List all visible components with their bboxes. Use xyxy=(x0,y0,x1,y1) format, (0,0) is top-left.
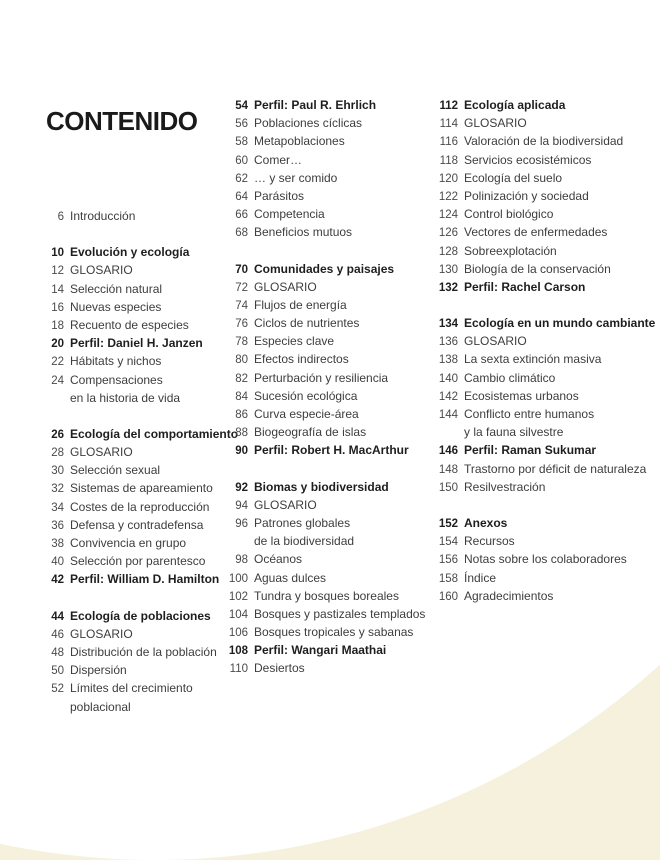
entry-title: Valoración de la biodiversidad xyxy=(464,134,624,149)
page-number: 124 xyxy=(438,209,458,222)
toc-entry xyxy=(214,187,434,205)
page-number: 138 xyxy=(438,354,458,367)
toc-entry xyxy=(30,371,220,389)
toc-entry xyxy=(214,169,434,187)
page-number: 6 xyxy=(57,211,64,223)
page-number: 50 xyxy=(51,665,64,678)
page-number: 42 xyxy=(51,574,64,587)
toc-entry xyxy=(214,132,434,150)
entry-title: Poblaciones cíclicas xyxy=(254,116,363,131)
entry-title: Perfil: Rachel Carson xyxy=(464,279,586,294)
entry-title: Flujos de energía xyxy=(254,297,347,312)
toc-entry xyxy=(30,443,220,461)
page-number: 56 xyxy=(235,118,248,131)
page-number: 12 xyxy=(51,265,64,278)
entry-title: Metapoblaciones xyxy=(254,134,345,149)
page-number: 104 xyxy=(228,608,248,621)
page-number: 76 xyxy=(235,318,248,331)
toc-section-heading xyxy=(214,260,434,278)
page-number: 88 xyxy=(235,427,248,440)
toc-entry xyxy=(214,205,434,223)
entry-title: Selección por parentesco xyxy=(70,554,206,569)
toc-section-heading xyxy=(424,96,654,114)
page-number: 150 xyxy=(438,481,458,494)
toc-entry xyxy=(30,534,220,552)
toc-entry xyxy=(214,587,434,605)
page-number: 110 xyxy=(229,663,248,676)
toc-entry xyxy=(30,661,220,679)
entry-title: Compensaciones xyxy=(70,372,163,387)
page-number: 136 xyxy=(438,336,458,349)
page-number: 134 xyxy=(438,318,458,331)
entry-title: Océanos xyxy=(254,552,303,567)
page-number: 30 xyxy=(51,465,64,478)
page-number: 160 xyxy=(438,590,458,603)
page-number: 16 xyxy=(51,301,64,314)
toc-entry xyxy=(424,587,654,605)
toc-entry xyxy=(30,207,220,225)
entry-title: Límites del crecimiento xyxy=(70,681,193,696)
page-number: 130 xyxy=(438,263,458,276)
page-number: 38 xyxy=(51,538,64,550)
toc-entry xyxy=(214,314,434,332)
page-number: 118 xyxy=(439,154,458,167)
toc-entry xyxy=(424,460,654,478)
page-number: 66 xyxy=(235,209,248,222)
entry-title: Hábitats y nichos xyxy=(70,354,162,369)
entry-title: GLOSARIO xyxy=(70,626,133,641)
entry-title: Biogeografía de islas xyxy=(254,425,367,440)
toc-entry xyxy=(30,625,220,643)
entry-title: Trastorno por déficit de naturaleza xyxy=(464,461,647,476)
entry-title: Perturbación y resiliencia xyxy=(254,370,389,385)
toc-entry xyxy=(424,478,654,496)
toc-entry xyxy=(424,132,654,150)
toc-entry xyxy=(424,260,654,278)
entry-title: Dispersión xyxy=(70,663,127,678)
toc-entry xyxy=(30,552,220,570)
entry-title: GLOSARIO xyxy=(464,116,527,131)
entry-title: Competencia xyxy=(254,207,325,222)
toc-entry xyxy=(214,659,434,677)
entry-title: … y ser comido xyxy=(254,170,338,185)
entry-title: Ecosistemas urbanos xyxy=(464,388,579,403)
entry-title: Resilvestración xyxy=(464,479,546,494)
entry-title: Patrones globales xyxy=(254,515,351,530)
entry-title: GLOSARIO xyxy=(70,263,133,278)
page-number: 28 xyxy=(51,447,64,460)
entry-title: Curva especie-área xyxy=(254,407,359,421)
toc-entry xyxy=(214,350,434,368)
section-gap xyxy=(30,407,220,425)
page-number: 18 xyxy=(51,319,64,332)
entry-title: Biología de la conservación xyxy=(464,261,611,276)
entry-title: Ecología de poblaciones xyxy=(70,608,211,623)
entry-title: Tundra y bosques boreales xyxy=(254,588,399,603)
entry-title: Perfil: Wangari Maathai xyxy=(254,643,387,658)
toc-column-3 xyxy=(424,96,654,605)
entry-title: Perfil: Robert H. MacArthur xyxy=(254,443,409,458)
page-number: 126 xyxy=(438,227,458,240)
toc-entry xyxy=(214,496,434,514)
page-number: 90 xyxy=(235,445,248,458)
page-number: 146 xyxy=(438,445,458,458)
entry-title: Convivencia en grupo xyxy=(70,536,187,550)
entry-title: Cambio climático xyxy=(464,370,556,385)
toc-entry xyxy=(424,369,654,387)
entry-title: Efectos indirectos xyxy=(254,352,349,367)
toc-entry xyxy=(424,441,654,459)
toc-section-heading xyxy=(30,607,220,625)
page-number: 26 xyxy=(51,428,64,441)
toc-entry xyxy=(214,405,434,423)
page-number: 132 xyxy=(438,281,458,294)
page-number: 100 xyxy=(228,572,248,585)
entry-title: Comunidades y paisajes xyxy=(254,261,395,276)
entry-title: Selección sexual xyxy=(70,463,161,478)
toc-entry xyxy=(424,278,654,296)
toc-entry xyxy=(424,350,654,368)
page-number: 152 xyxy=(438,517,458,530)
entry-title: Ecología del suelo xyxy=(464,170,563,185)
entry-title: poblacional xyxy=(70,699,131,714)
page-number: 54 xyxy=(235,100,248,112)
entry-title: Recursos xyxy=(464,534,515,549)
toc-entry xyxy=(30,298,220,316)
page-number: 22 xyxy=(51,356,64,369)
entry-title: Sucesión ecológica xyxy=(254,388,358,403)
toc-entry xyxy=(30,643,220,661)
entry-title: GLOSARIO xyxy=(464,334,527,349)
entry-title: Bosques tropicales y sabanas xyxy=(254,625,414,640)
page-number: 142 xyxy=(438,390,458,403)
toc-entry xyxy=(424,532,654,550)
entry-title: Comer… xyxy=(254,152,303,167)
page-number: 74 xyxy=(235,299,248,312)
page-number: 14 xyxy=(51,283,64,296)
page-number: 44 xyxy=(51,610,64,623)
page-number: 58 xyxy=(235,136,248,149)
entry-title: Distribución de la población xyxy=(70,644,217,659)
toc-entry xyxy=(30,479,220,497)
entry-title: Ecología del comportamiento xyxy=(70,426,239,441)
entry-title: Evolución y ecología xyxy=(70,245,190,260)
entry-title: Anexos xyxy=(464,515,508,530)
entry-title: Biomas y biodiversidad xyxy=(254,479,389,494)
toc-entry xyxy=(30,280,220,298)
toc-entry xyxy=(30,570,220,588)
toc-entry xyxy=(30,261,220,279)
toc-entry xyxy=(30,389,220,407)
toc-entry xyxy=(214,151,434,169)
entry-title: de la biodiversidad xyxy=(254,534,355,549)
toc-entry xyxy=(30,698,220,716)
toc-entry xyxy=(424,387,654,405)
toc-entry xyxy=(214,296,434,314)
entry-title: Ciclos de nutrientes xyxy=(254,316,360,331)
entry-title: GLOSARIO xyxy=(254,497,317,512)
page-number: 102 xyxy=(228,590,248,603)
entry-title: Selección natural xyxy=(70,281,163,296)
entry-title: GLOSARIO xyxy=(254,279,317,294)
toc-section-heading xyxy=(30,243,220,261)
page-title: CONTENIDO xyxy=(46,106,198,136)
entry-title: Ecología en un mundo cambiante xyxy=(464,316,656,331)
toc-entry xyxy=(424,205,654,223)
entry-title: Perfil: William D. Hamilton xyxy=(70,572,220,587)
entry-title: y la fauna silvestre xyxy=(464,425,564,440)
section-gap xyxy=(214,242,434,260)
toc-entry xyxy=(30,679,220,697)
page-number: 92 xyxy=(235,481,248,494)
section-gap xyxy=(30,589,220,607)
entry-title: Costes de la reproducción xyxy=(70,499,210,514)
entry-title: Beneficios mutuos xyxy=(254,225,353,240)
page-number: 128 xyxy=(438,245,458,258)
entry-title: en la historia de vida xyxy=(70,390,181,405)
page-number: 84 xyxy=(235,390,248,403)
toc-entry xyxy=(424,187,654,205)
page-number: 106 xyxy=(228,627,248,640)
toc-section-heading xyxy=(30,425,239,443)
page-number: 114 xyxy=(439,118,458,131)
section-gap xyxy=(424,296,654,314)
entry-title: La sexta extinción masiva xyxy=(464,352,602,367)
page-number: 40 xyxy=(51,556,64,569)
page-number: 98 xyxy=(235,554,248,567)
toc-entry xyxy=(214,641,434,659)
section-gap xyxy=(214,460,434,478)
page-number: 32 xyxy=(51,483,64,496)
entry-title: Especies clave xyxy=(254,334,335,349)
toc-column-2 xyxy=(214,96,434,678)
toc-entry xyxy=(30,316,220,334)
toc-section-heading xyxy=(424,314,654,332)
page-number: 52 xyxy=(51,683,64,696)
section-gap xyxy=(424,496,654,514)
toc-entry xyxy=(424,332,654,350)
entry-title: Conflicto entre humanos xyxy=(464,407,595,421)
toc-entry xyxy=(214,441,434,459)
page-number: 64 xyxy=(235,190,248,203)
page-number: 158 xyxy=(438,572,458,585)
toc-entry xyxy=(214,532,434,550)
entry-title: Control biológico xyxy=(464,207,554,222)
toc-entry xyxy=(214,514,434,532)
toc-entry xyxy=(214,605,434,623)
toc-entry xyxy=(214,332,434,350)
toc-entry xyxy=(424,423,654,441)
page-number: 34 xyxy=(51,501,64,514)
entry-title: Defensa y contradefensa xyxy=(70,517,204,532)
entry-title: Servicios ecosistémicos xyxy=(464,152,592,167)
toc-entry xyxy=(30,334,220,352)
page-number: 78 xyxy=(235,336,248,349)
page-number: 154 xyxy=(438,536,458,549)
page-number: 80 xyxy=(235,354,248,367)
page-number: 108 xyxy=(228,645,248,658)
toc-entry xyxy=(214,223,434,241)
page-number: 112 xyxy=(439,100,458,112)
page-number: 82 xyxy=(235,372,248,385)
page-number: 36 xyxy=(51,519,64,532)
entry-title: Bosques y pastizales templados xyxy=(254,606,426,621)
toc-entry xyxy=(214,569,434,587)
toc-entry xyxy=(214,623,434,641)
page-number: 70 xyxy=(235,263,248,276)
toc-entry xyxy=(214,369,434,387)
entry-title: Perfil: Raman Sukumar xyxy=(464,443,597,458)
toc-entry xyxy=(30,352,220,370)
toc-entry xyxy=(30,498,220,516)
toc-entry xyxy=(214,423,434,441)
page-number: 156 xyxy=(438,554,458,567)
page-number: 122 xyxy=(438,190,458,203)
toc-entry xyxy=(30,461,220,479)
page-number: 10 xyxy=(51,247,64,260)
entry-title: GLOSARIO xyxy=(70,445,133,460)
toc-entry xyxy=(214,550,434,568)
entry-title: Desiertos xyxy=(254,661,305,676)
entry-title: Perfil: Daniel H. Janzen xyxy=(70,336,203,351)
toc-entry xyxy=(214,96,434,114)
entry-title: Recuento de especies xyxy=(70,317,189,332)
toc-entry xyxy=(424,223,654,241)
entry-title: Parásitos xyxy=(254,188,305,203)
entry-title: Agradecimientos xyxy=(464,588,554,603)
toc-entry xyxy=(214,387,434,405)
entry-title: Ecología aplicada xyxy=(464,98,566,112)
entry-title: Perfil: Paul R. Ehrlich xyxy=(254,98,377,112)
page-number: 144 xyxy=(438,409,458,421)
toc-entry xyxy=(424,405,654,423)
toc-entry xyxy=(30,516,220,534)
toc-entry xyxy=(424,169,654,187)
page-number: 148 xyxy=(438,463,458,476)
page-number: 96 xyxy=(235,517,248,530)
page-number: 86 xyxy=(235,409,248,421)
page-number: 60 xyxy=(235,154,248,167)
toc-section-heading xyxy=(424,514,654,532)
page-number: 62 xyxy=(235,172,248,185)
page-number: 48 xyxy=(51,646,64,659)
entry-title: Notas sobre los colaboradores xyxy=(464,552,627,567)
entry-title: Aguas dulces xyxy=(254,570,327,585)
page-number: 140 xyxy=(438,372,458,385)
entry-title: Sobreexplotación xyxy=(464,243,557,258)
toc-entry xyxy=(424,151,654,169)
page-number: 72 xyxy=(235,281,248,294)
toc-entry xyxy=(214,278,434,296)
page-number: 120 xyxy=(438,172,458,185)
entry-title: Polinización y sociedad xyxy=(464,188,589,203)
toc-entry xyxy=(424,550,654,568)
entry-title: Índice xyxy=(464,570,497,585)
page-number: 68 xyxy=(235,227,248,240)
toc-entry xyxy=(424,242,654,260)
page-number: 24 xyxy=(51,374,64,387)
page-number: 116 xyxy=(439,136,458,149)
section-gap xyxy=(30,225,220,243)
page-number: 20 xyxy=(51,338,64,351)
toc-section-heading xyxy=(214,478,434,496)
toc-entry xyxy=(424,114,654,132)
entry-title: Vectores de enfermedades xyxy=(464,225,608,240)
toc-entry xyxy=(214,114,434,132)
entry-title: Introducción xyxy=(70,209,136,223)
toc-entry xyxy=(424,569,654,587)
entry-title: Nuevas especies xyxy=(70,299,162,314)
page-number: 94 xyxy=(235,499,248,512)
entry-title: Sistemas de apareamiento xyxy=(70,481,213,496)
page-number: 46 xyxy=(51,628,64,641)
